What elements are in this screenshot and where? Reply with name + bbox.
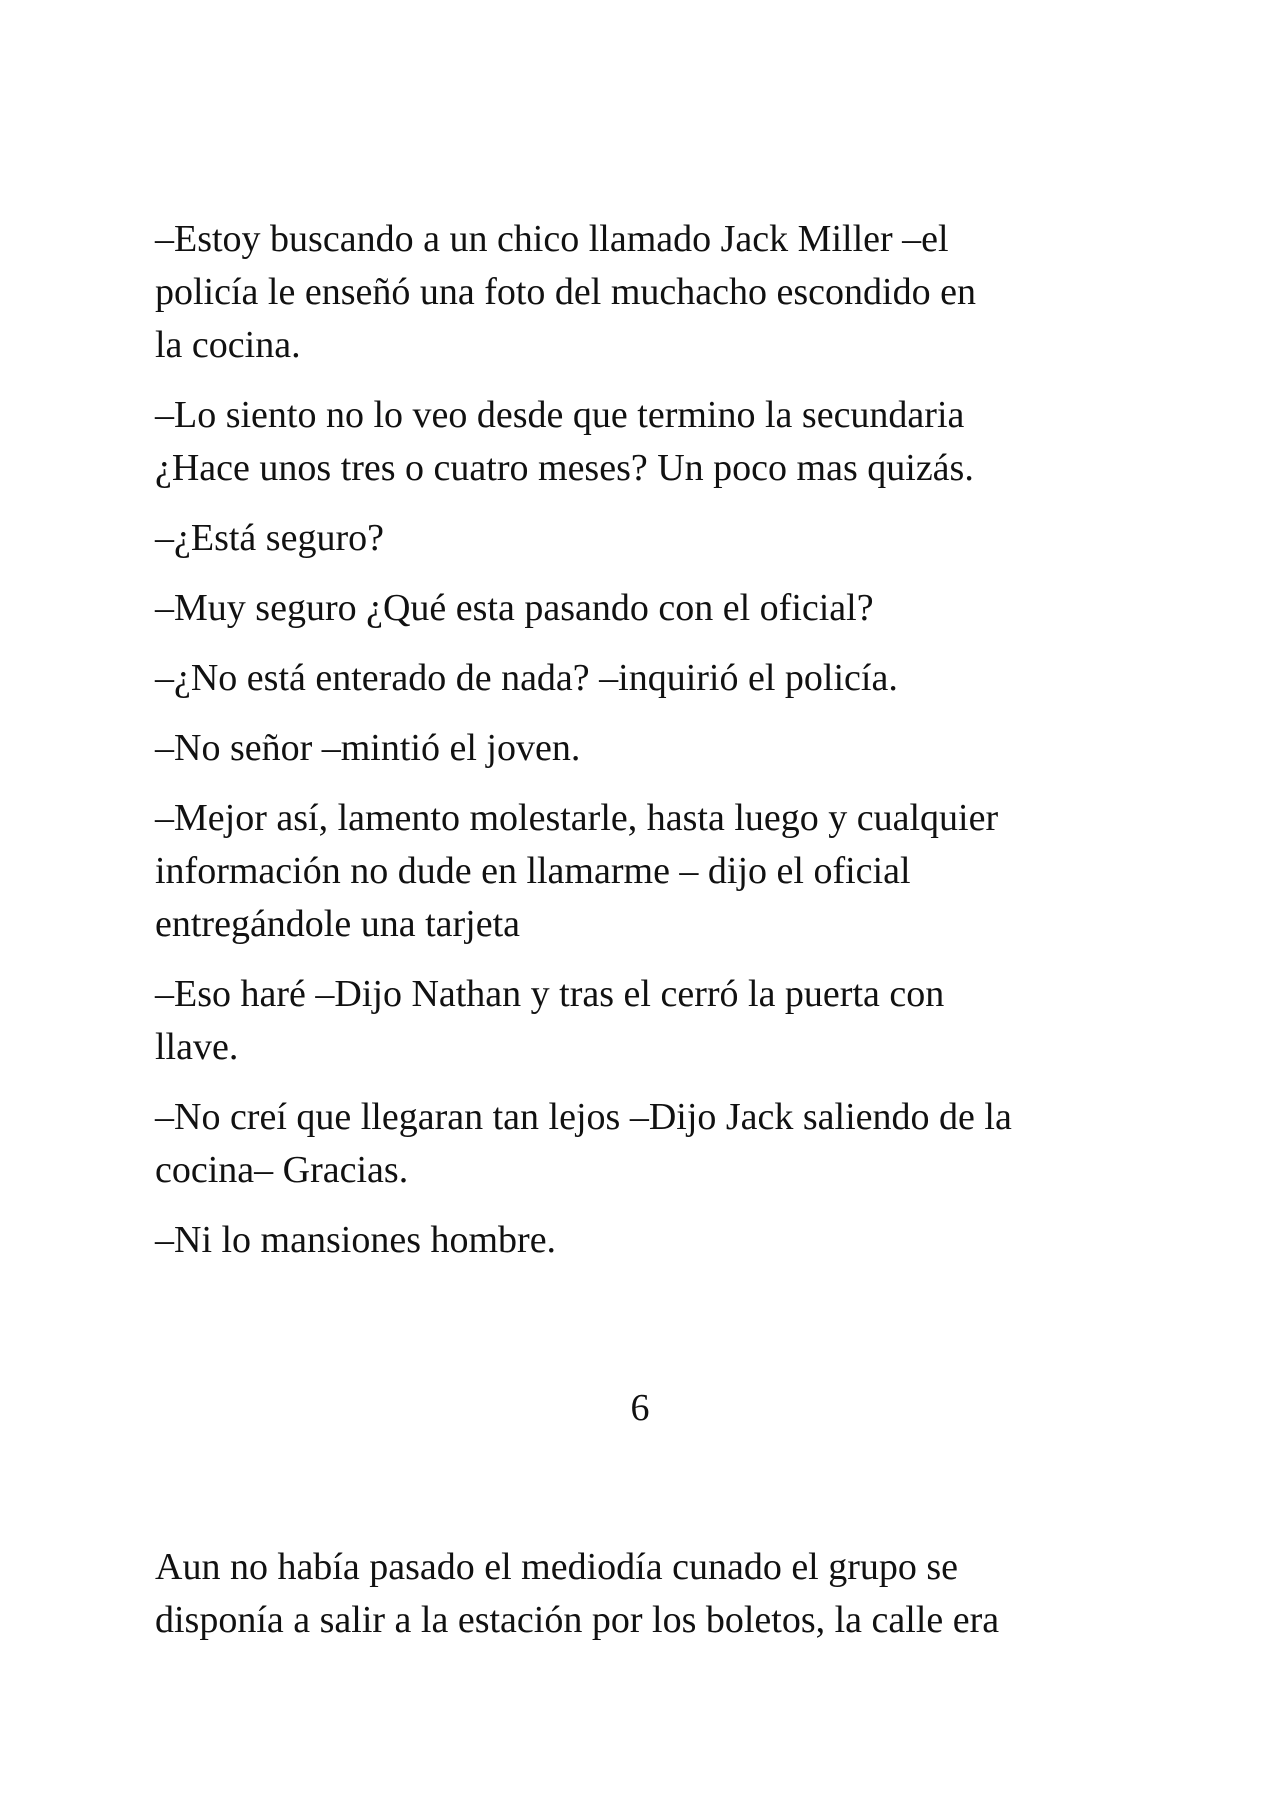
chapter-number: 6: [630, 1387, 650, 1429]
dialogue-paragraph: –Muy seguro ¿Qué esta pasando con el oficial?: [155, 587, 874, 629]
dialogue-paragraph: –Eso haré –Dijo Nathan y tras el cerró la puerta con llave.: [155, 973, 945, 1068]
chapter-opening-paragraph: Aun no había pasado el mediodía cunado el grupo se disponía a salir a la estación por los boletos, la calle era: [155, 1546, 1000, 1641]
dialogue-paragraph: –No señor –mintió el joven.: [155, 727, 581, 769]
dialogue-paragraph: –¿No está enterado de nada? –inquirió el policía.: [155, 657, 898, 699]
dialogue-paragraph: –¿Está seguro?: [155, 517, 384, 559]
dialogue-paragraph: –Lo siento no lo veo desde que termino la secundaria ¿Hace unos tres o cuatro meses? Un poco mas quizás.: [155, 394, 974, 489]
dialogue-paragraph: –Ni lo mansiones hombre.: [155, 1219, 557, 1261]
dialogue-paragraph: –No creí que llegaran tan lejos –Dijo Jack saliendo de la cocina– Gracias.: [155, 1096, 1012, 1191]
chapter-opening-section: [155, 1541, 1135, 1664]
dialogue-section: [155, 213, 1135, 1284]
dialogue-paragraph: –Estoy buscando a un chico llamado Jack Miller –el policía le enseñó una foto del muchacho escondido en la cocina.: [155, 218, 976, 366]
dialogue-paragraph: –Mejor así, lamento molestarle, hasta luego y cualquier información no dude en llamarme – dijo el oficial entregándole una tarjeta: [155, 797, 999, 945]
